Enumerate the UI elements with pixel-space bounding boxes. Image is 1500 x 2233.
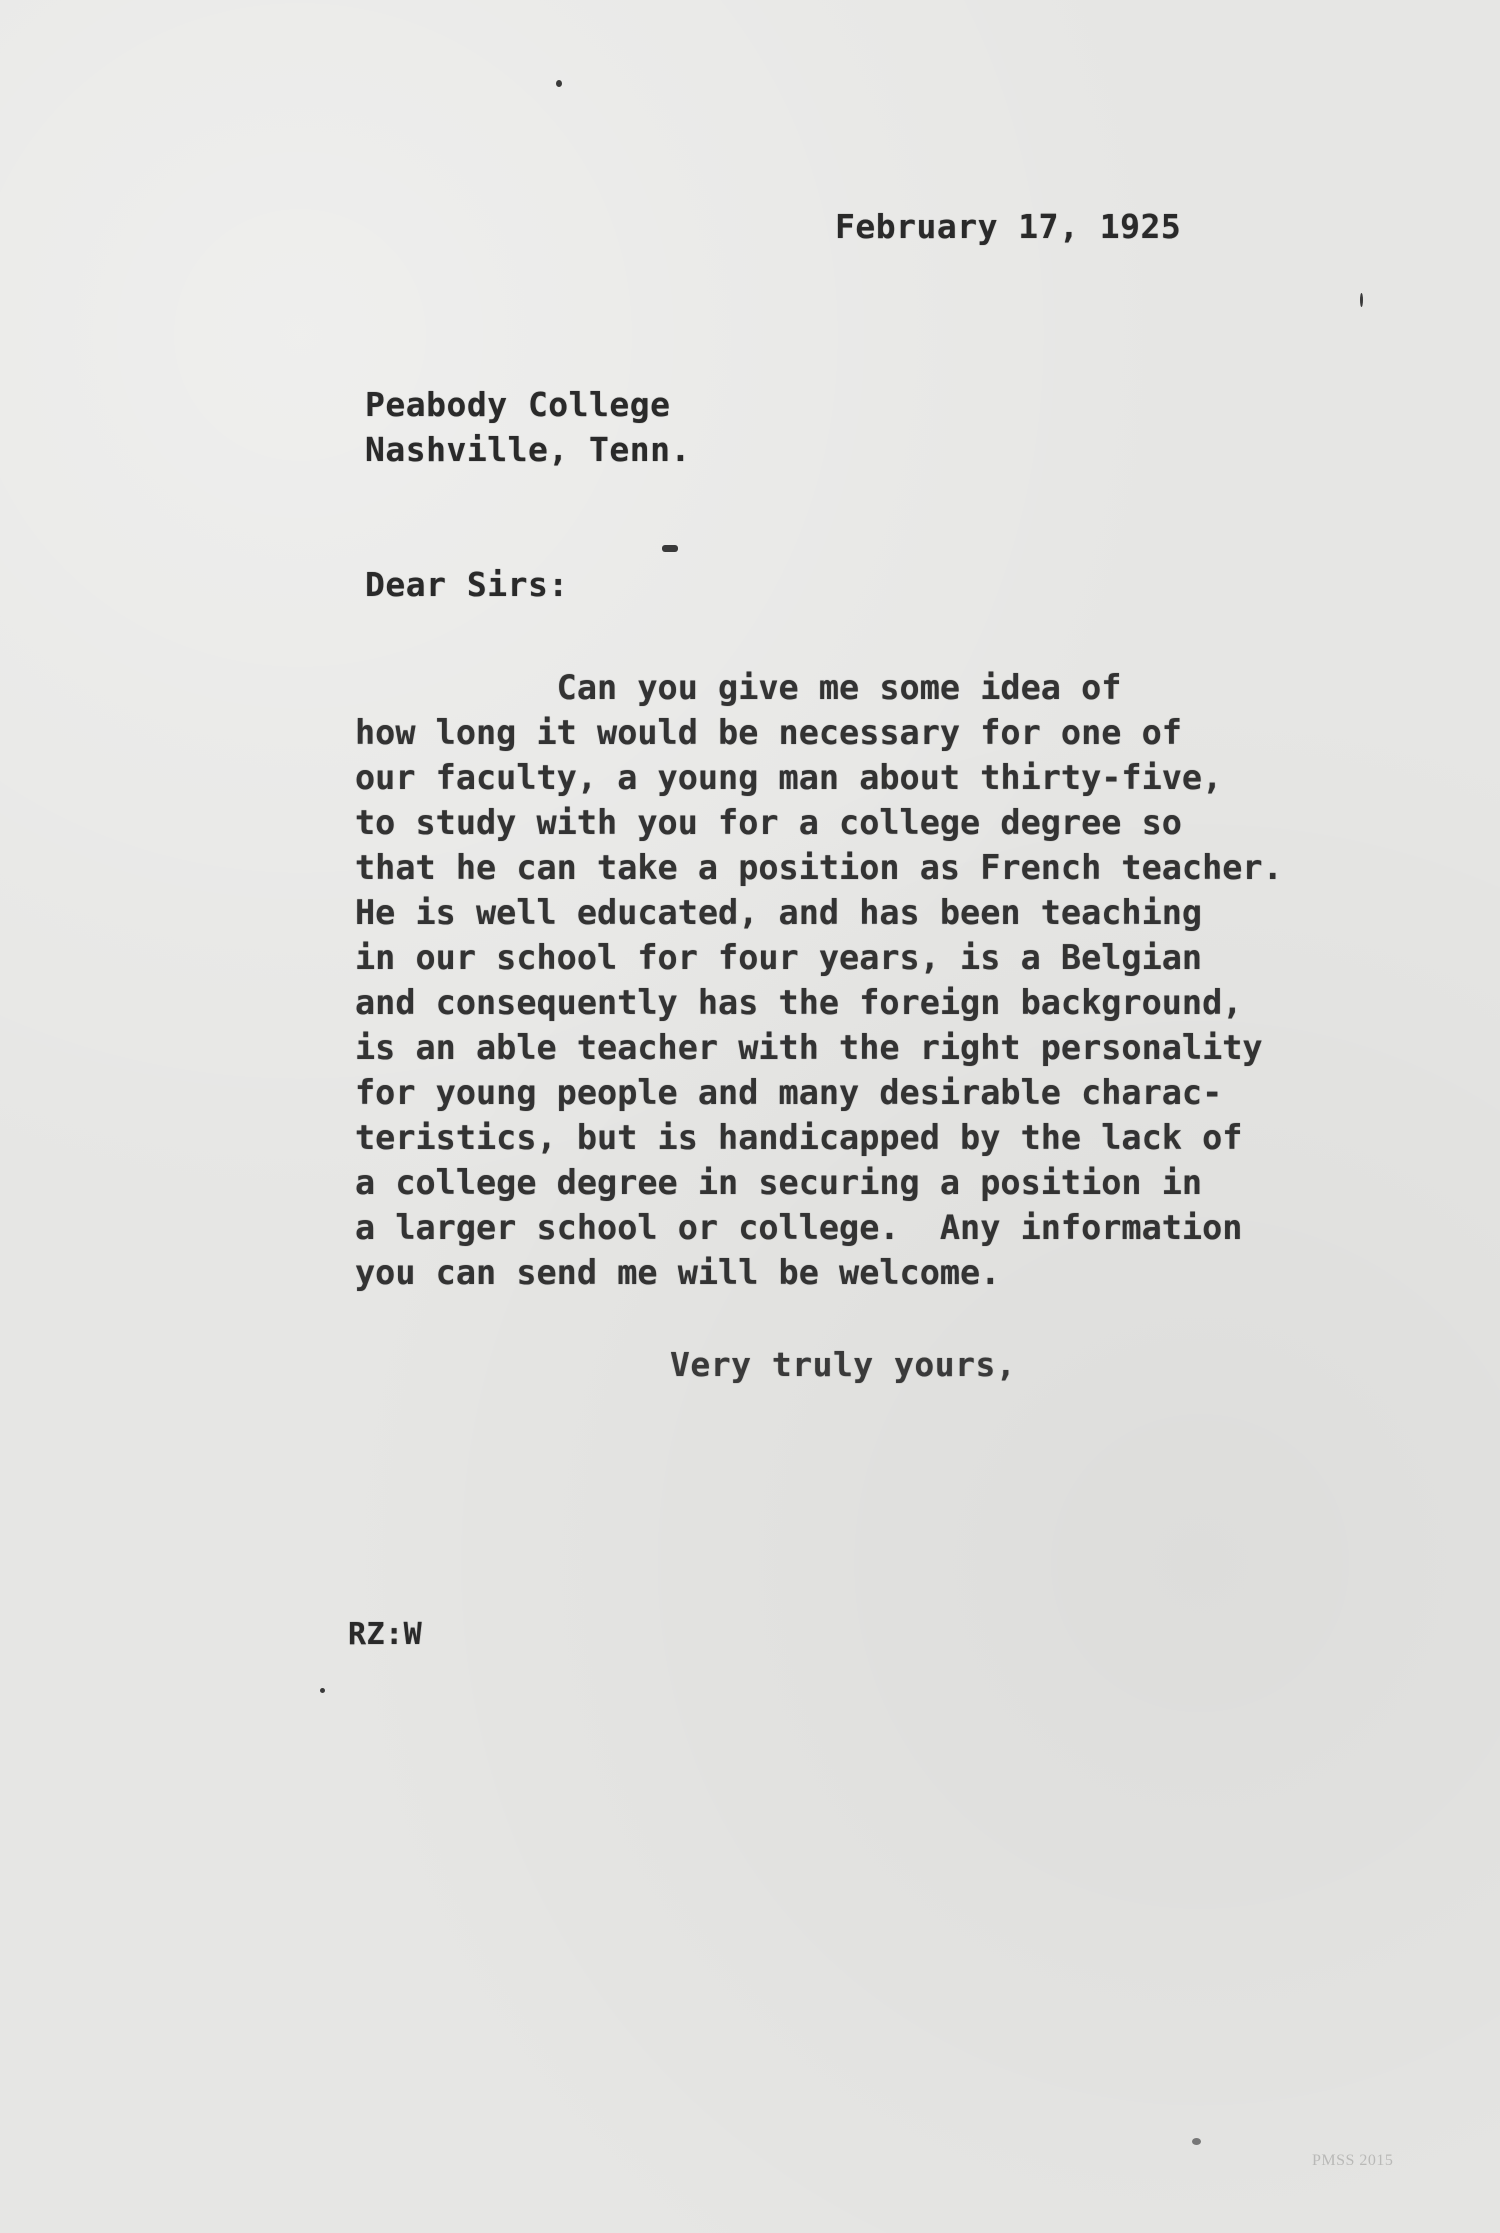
body-line: to study with you for a college degree so [355,803,1182,842]
body-line: teristics, but is handicapped by the lack of [355,1118,1243,1157]
body-line: that he can take a position as French teacher. [355,848,1283,887]
body-line: a college degree in securing a position in [355,1163,1203,1202]
body-line: He is well educated, and has been teaching [355,893,1203,932]
salutation: Dear Sirs: [365,565,569,604]
ink-speck [1192,2138,1201,2145]
ink-speck [320,1688,325,1693]
body-line: a larger school or college. Any information [355,1208,1243,1247]
body-line: and consequently has the foreign background, [355,983,1243,1022]
ink-speck [556,80,562,87]
body-line: in our school for four years, is a Belgian [355,938,1203,977]
body-line: how long it would be necessary for one of [355,713,1182,752]
letter-date: February 17, 1925 [835,207,1182,246]
ink-speck [662,545,678,552]
recipient-city: Nashville, Tenn. [365,430,691,469]
body-line: Can you give me some idea of [355,668,1122,707]
body-line: is an able teacher with the right personality [355,1028,1263,1067]
body-line: for young people and many desirable charac- [355,1073,1223,1112]
recipient-name: Peabody College [365,385,671,424]
complimentary-close: Very truly yours, [670,1345,1017,1384]
ink-speck [1360,293,1363,307]
reference-initials: RZ:W [348,1617,423,1652]
letter-body [355,665,1405,1295]
body-line: our faculty, a young man about thirty-five, [355,758,1223,797]
archive-watermark: PMSS 2015 [1312,2152,1394,2169]
body-line: you can send me will be welcome. [355,1253,1001,1292]
